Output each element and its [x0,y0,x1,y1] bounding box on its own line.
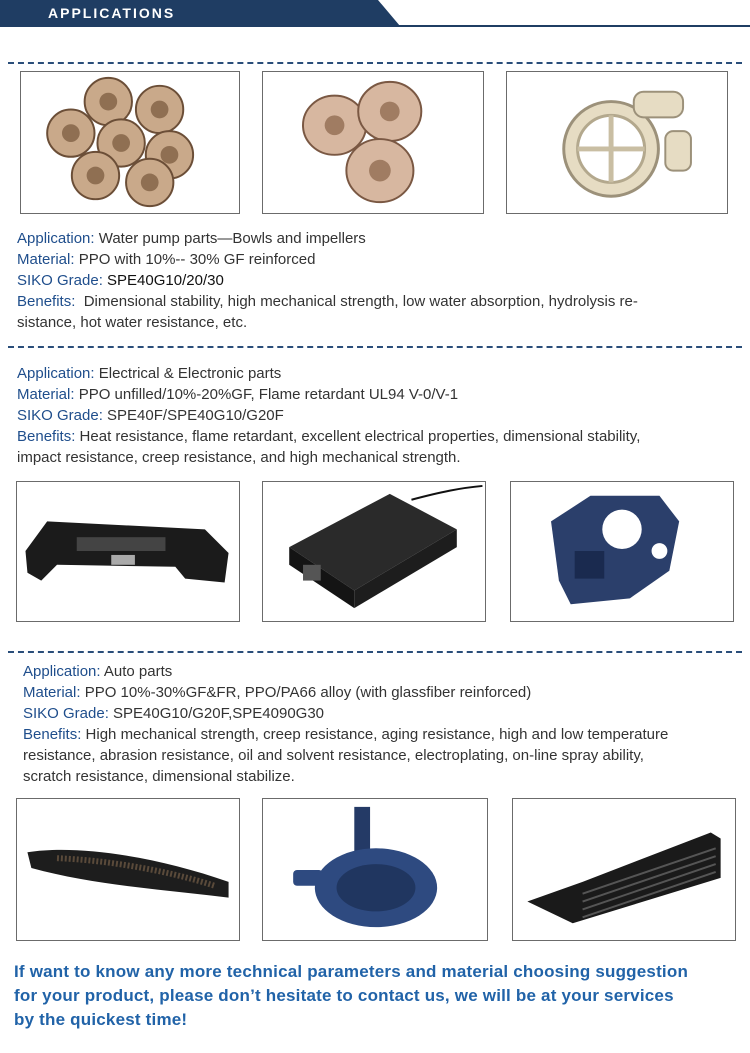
benefits-value-cont: impact resistance, creep resistance, and high mechanical strength. [17,449,461,466]
benefits-value: Heat resistance, flame retardant, excellent electrical properties, dimensional stability, [79,428,641,445]
impellers-photo [20,71,240,214]
grade-value: SPE40F/SPE40G10/G20F [107,407,284,424]
application-value: Water pump parts—Bowls and impellers [98,230,366,247]
contact-line: by the quickest time! [14,1010,188,1029]
application-label: Application: [17,365,95,382]
application-label: Application: [23,663,101,680]
benefits-label: Benefits: [17,428,76,445]
benefits-value-cont: resistance, abrasion resistance, oil and solvent resistance, electroplating, on-line spray ability, [23,747,644,764]
pump-housing-photo [506,71,728,214]
section-water-pump [17,228,737,333]
benefits-value: Dimensional stability, high mechanical strength, low water absorption, hydrolysis re- [83,293,638,310]
material-label: Material: [23,684,81,701]
material-value: PPO unfilled/10%-20%GF, Flame retardant UL94 V-0/V-1 [78,386,459,403]
section-auto-parts [23,661,738,787]
benefits-label: Benefits: [23,726,82,743]
material-value: PPO 10%-30%GF&FR, PPO/PA66 alloy (with glassfiber reinforced) [84,684,532,701]
grade-label: SIKO Grade: [17,272,103,289]
benefits-value-cont: scratch resistance, dimensional stabilize. [23,768,295,785]
divider [8,651,742,653]
application-label: Application: [17,230,95,247]
grade-label: SIKO Grade: [23,705,109,722]
contact-message [14,960,740,1032]
section-title: APPLICATIONS [48,5,176,21]
divider [8,346,742,348]
cowl-panel-photo [16,798,240,941]
material-label: Material: [17,386,75,403]
grade-label: SIKO Grade: [17,407,103,424]
blue-bracket-photo [510,481,734,622]
application-value: Auto parts [103,663,173,680]
water-pump-housing-photo [262,798,488,941]
material-value: PPO with 10%-- 30% GF reinforced [78,251,316,268]
divider [8,62,742,64]
benefits-value: High mechanical strength, creep resistance, aging resistance, high and low temperature [85,726,669,743]
power-adapter-photo [262,481,486,622]
header-rule [0,25,750,27]
section-electrical [17,363,737,468]
bowls-photo [262,71,484,214]
application-value: Electrical & Electronic parts [98,365,282,382]
contact-line: If want to know any more technical parameters and material choosing suggestion [14,962,689,981]
benefits-value-cont: sistance, hot water resistance, etc. [17,314,248,331]
contact-line: for your product, please don’t hesitate to contact us, we will be at your services [14,986,674,1005]
material-label: Material: [17,251,75,268]
electrical-housing-photo [16,481,240,622]
grille-photo [512,798,736,941]
benefits-label: Benefits: [17,293,76,310]
grade-value: SPE40G10/20/30 [107,272,224,289]
grade-value: SPE40G10/G20F,SPE4090G30 [113,705,325,722]
